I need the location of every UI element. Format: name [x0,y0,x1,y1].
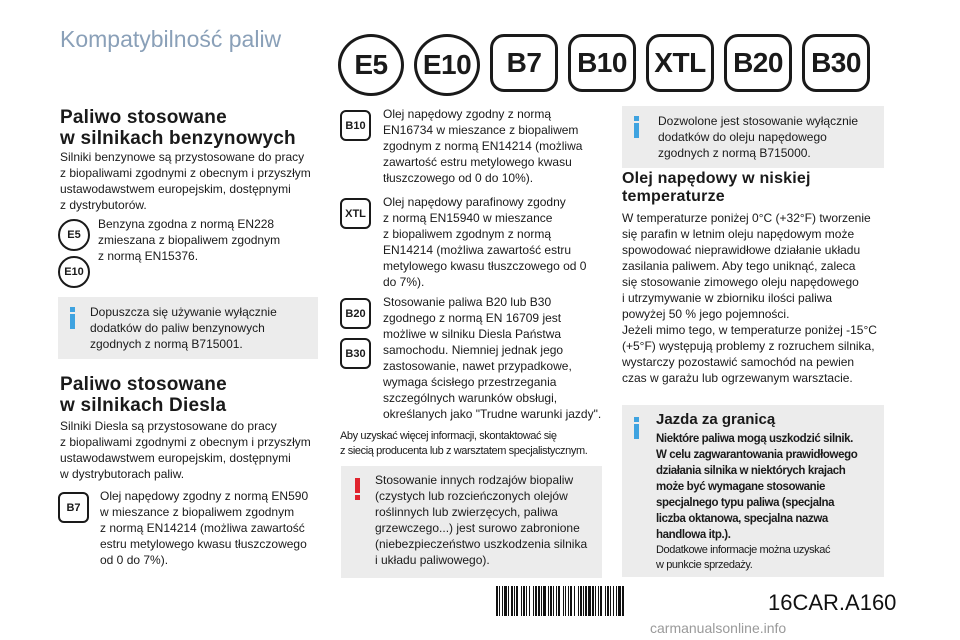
fuel-badge-b20: B20 [724,34,792,92]
fuel-badge-b7: B7 [490,34,558,92]
petrol-additive-note: Dopuszcza się używanie wyłącznie dodatków do paliw benzynowych zgodnych z normą B715001. [58,297,318,359]
diesel-additive-note: Dozwolone jest stosowanie wyłącznie dodatków do oleju napędowego zgodnych z normą B715000. [622,106,884,168]
fuel-badge-row [338,34,870,96]
badge-e10: E10 [58,256,90,288]
xtl-fuel-text: Olej napędowy parafinowy zgodny z normą EN15940 w mieszance z biopaliwem zgodnym z normą EN14214 (możliwa zawartość estru metylowego kwasu tłuszczowego od 0 do 7%). [383,195,587,289]
badge-b10: B10 [340,110,371,141]
driving-abroad-extra-text: Dodatkowe informacje można uzyskać w punkcie sprzedaży. [656,544,831,571]
fuel-badge-b10: B10 [568,34,636,92]
badge-b7: B7 [58,492,89,523]
info-icon [634,116,639,138]
badge-b20: B20 [340,298,371,329]
driving-abroad-note [622,405,884,577]
document-code: 16CAR.A160 [768,590,897,615]
cold-diesel-heading: Olej napędowy w niskiej temperaturze [622,170,811,205]
cold-diesel-text: W temperaturze poniżej 0°C (+32°F) tworzenie się parafin w letnim oleju napędowym może spowodować nieprawidłowe działanie układu zasilania paliwem. Aby tego uniknąć, zaleca się stosowanie zimowego oleju napędowego i utrzymywanie w zbiorniku ilości paliwa powyżej 50 % jego pojemności. Jeżeli mimo tego, w temperaturze poniżej -15°C (+5°F) występują problemy z rozruchem silnika, wystarczy pozostawić samochód na pewien czas w garażu lub ogrzewanym warsztacie. [622,211,877,385]
e-fuel-text: Benzyna zgodna z normą EN228 zmieszana z biopaliwem zgodnym z normą EN15376. [98,217,281,263]
fuel-badge-e10: E10 [414,34,480,96]
badge-xtl: XTL [340,198,371,229]
warning-icon [355,478,360,500]
watermark: carmanualsonline.info [650,620,787,636]
fuel-badge-b30: B30 [802,34,870,92]
barcode [496,586,718,616]
diesel-heading: Paliwo stosowane w silnikach Diesla [60,374,227,416]
badge-b30: B30 [340,338,371,369]
petrol-heading: Paliwo stosowane w silnikach benzynowych [60,107,296,149]
fuel-badge-xtl: XTL [646,34,714,92]
driving-abroad-bold-text: Niektóre paliwa mogą uszkodzić silnik. W celu zagwarantowania prawidłowego działania silnika w niektórych krajach może być wymagane stosowanie specjalnego typu paliwa (specjalna liczba oktanowa, specjalna nazwa handlowa itp.). [656,433,858,541]
info-icon [634,417,639,439]
barcode-stripe [624,586,625,616]
badge-e5: E5 [58,219,90,251]
diesel-intro: Silniki Diesla są przystosowane do pracy z biopaliwami zgodnymi z obecnym i przyszłym ustawodawstwem europejskim, dostępnymi w dystrybutorach paliw. [60,419,311,481]
b20-b30-fuel-text: Stosowanie paliwa B20 lub B30 zgodnego z normą EN 16709 jest możliwe w silniku Diesla Państwa samochodu. Niemniej jednak jego zastosowanie, nawet przypadkowe, wymaga ścisłego przestrzegania szczególnych warunków obsługi, określanych jako "Trudne warunki jazdy". [383,295,602,421]
info-icon [70,307,75,329]
b10-fuel-text: Olej napędowy zgodny z normą EN16734 w mieszance z biopaliwem zgodnym z normą EN14214 (możliwa zawartość estru metylowego kwasu tłuszczowego od 0 do 10%). [383,107,583,185]
driving-abroad-heading: Jazda za granicą [656,411,776,428]
biofuel-warning-note: Stosowanie innych rodzajów biopaliw (czystych lub rozcieńczonych olejów roślinnych lub zwierzęcych, paliwa grzewczego...) jest surowo zabronione (niebezpieczeństwo uszkodzenia silnika i układu paliwowego). [341,466,602,578]
petrol-intro: Silniki benzynowe są przystosowane do pracy z biopaliwami zgodnymi z obecnym i przyszłym ustawodawstwem europejskim, dostępnymi z dystrybutorów. [60,150,311,212]
more-info-text: Aby uzyskać więcej informacji, skontaktować się z siecią producenta lub z warsztatem specjalistycznym. [340,430,588,457]
page-title: Kompatybilność paliw [60,26,282,52]
b7-fuel-text: Olej napędowy zgodny z normą EN590 w mieszance z biopaliwem zgodnym z normą EN14214 (możliwa zawartość estru metylowego kwasu tłuszczowego od 0 do 7%). [100,489,309,567]
fuel-badge-e5: E5 [338,34,404,96]
